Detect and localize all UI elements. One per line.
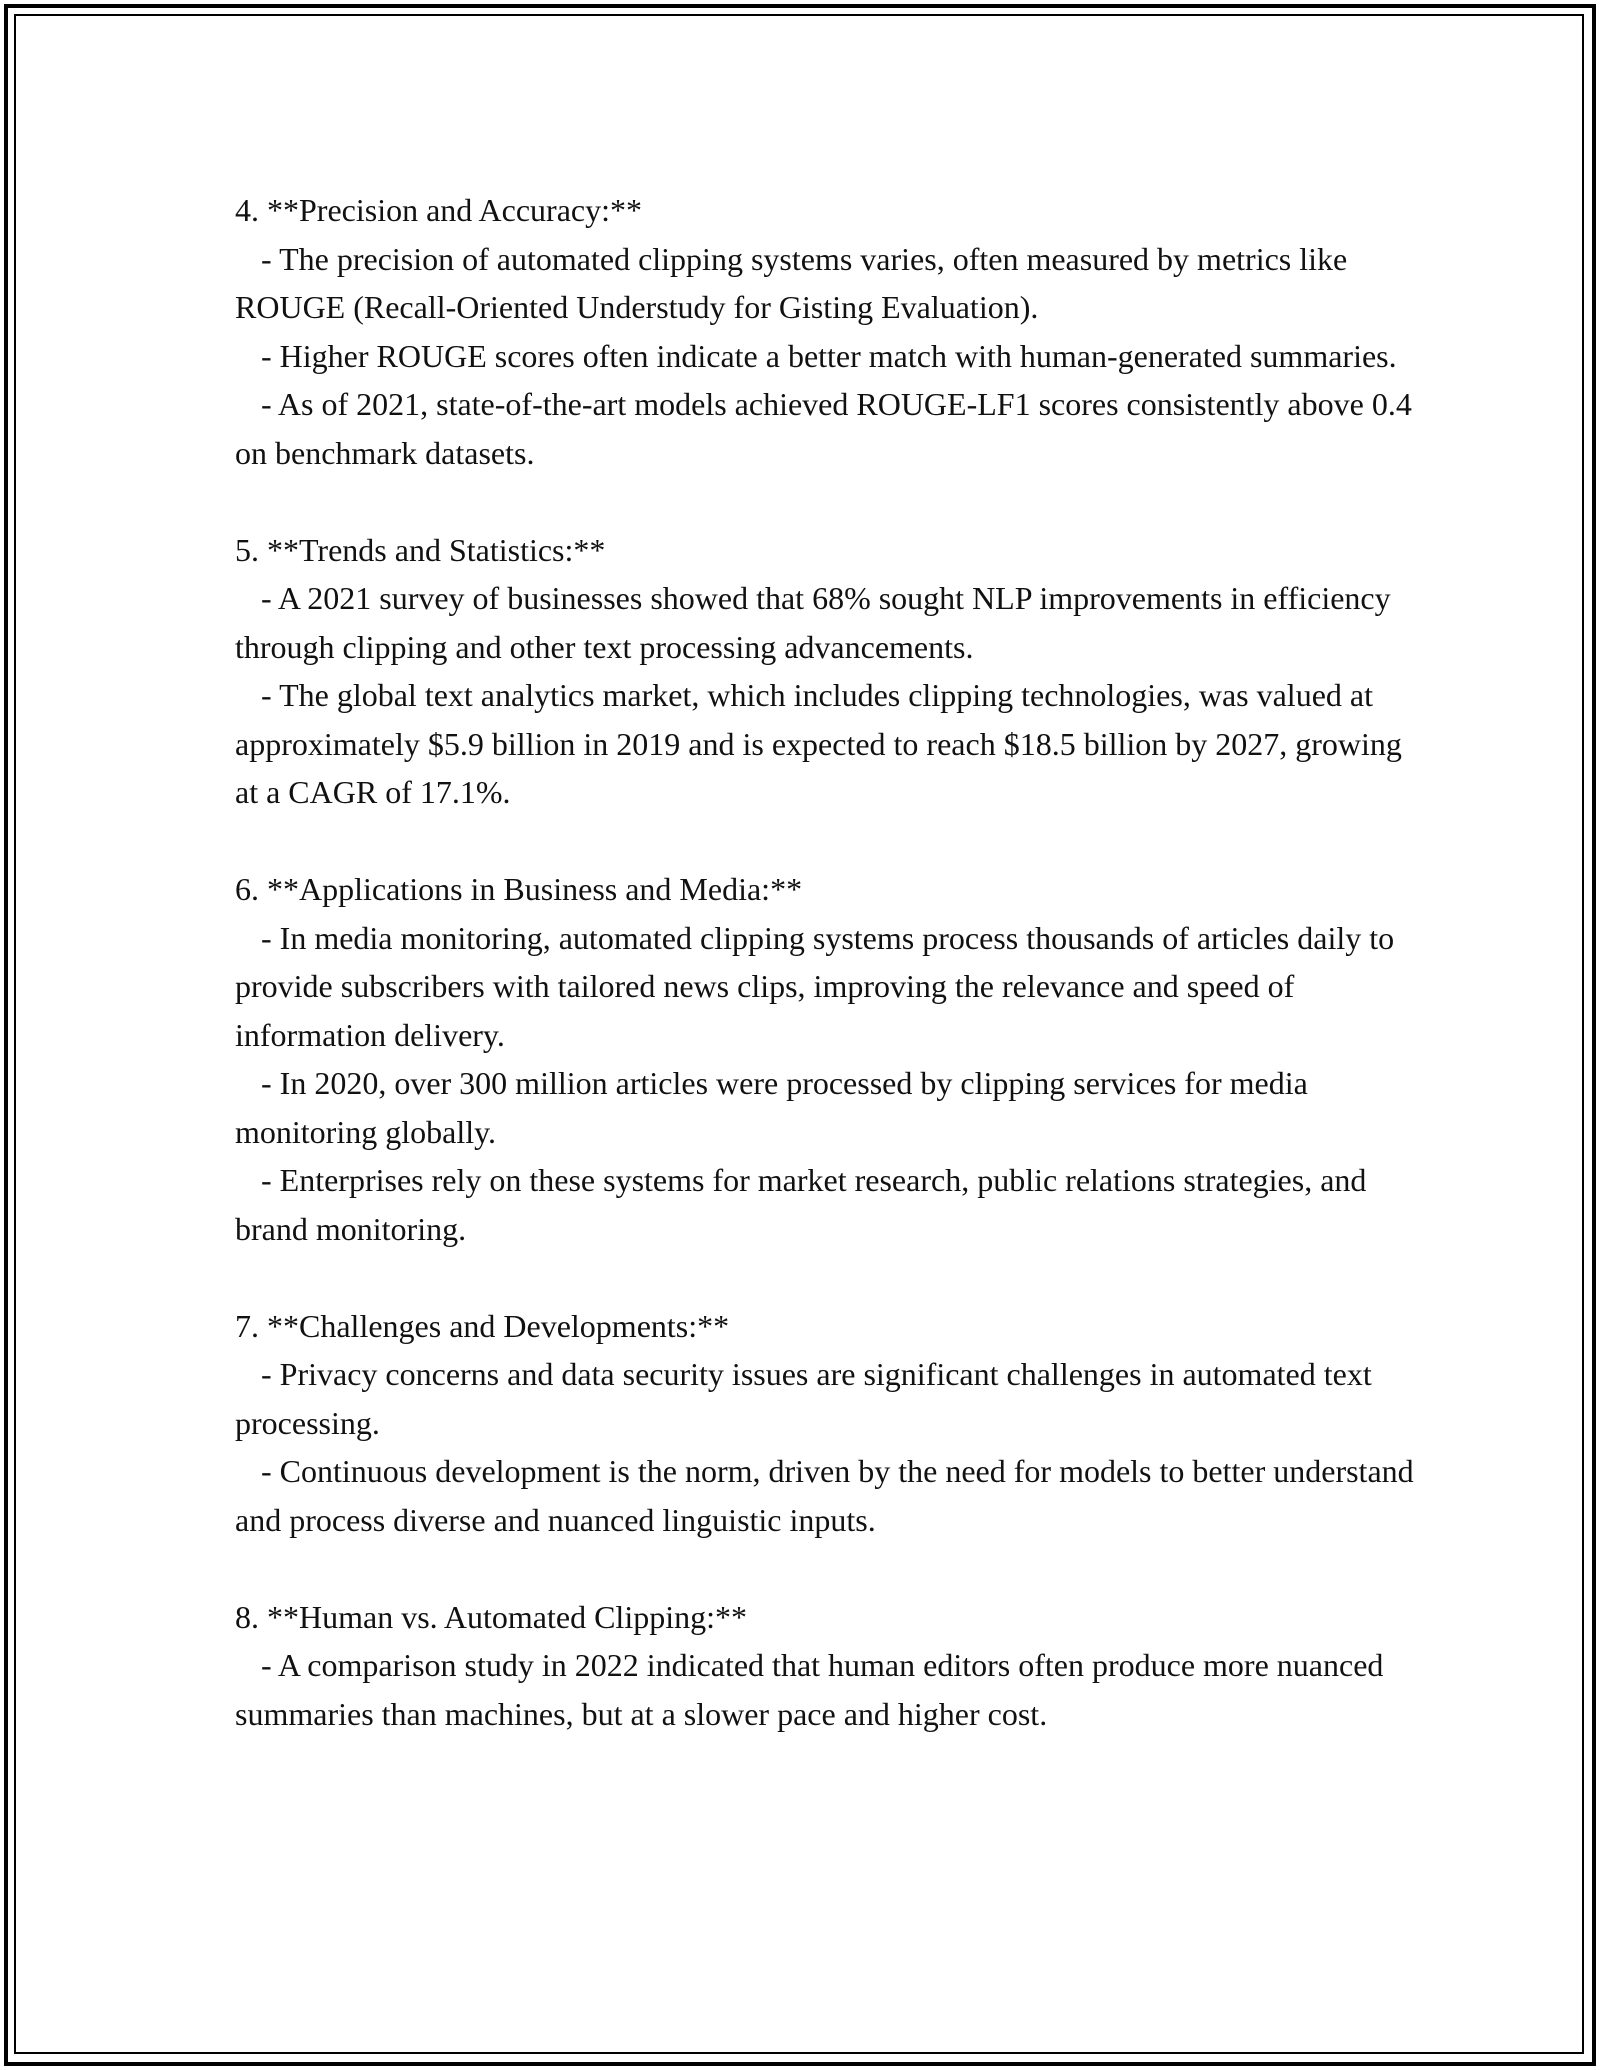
- list-item-text: Enterprises rely on these systems for market research, public relations strategies, and brand monitoring.: [235, 1162, 1367, 1247]
- section-challenges: [235, 1302, 1415, 1545]
- section-heading: 7. **Challenges and Developments:**: [235, 1307, 730, 1344]
- list-item: - The precision of automated clipping systems varies, often measured by metrics like ROUGE (Recall-Oriented Understudy for Gisting Evaluation).: [235, 240, 1348, 325]
- section-human-vs-automated: [235, 1593, 1415, 1739]
- section-trends-statistics: [235, 526, 1415, 817]
- list-item-text: In media monitoring, automated clipping systems process thousands of articles daily to provide subscribers with tailored news clips, improving the relevance and speed of information delivery.: [235, 919, 1395, 1053]
- section-heading: 4. **Precision and Accuracy:**: [235, 192, 642, 228]
- list-item: - Privacy concerns and data security issues are significant challenges in automated text processing.: [235, 1356, 1372, 1441]
- section-heading: 8. **Human vs. Automated Clipping:**: [235, 1598, 747, 1635]
- list-item: - A 2021 survey of businesses showed that 68% sought NLP improvements in efficiency through clipping and other text processing advancements.: [235, 580, 1391, 665]
- list-item-text: A comparison study in 2022 indicated that human editors often produce more nuanced summaries than machines, but at a slower pace and higher cost.: [235, 1647, 1384, 1732]
- list-item: - As of 2021, state-of-the-art models achieved ROUGE-LF1 scores consistently above 0.4 on benchmark datasets.: [235, 386, 1412, 471]
- list-item: - Higher ROUGE scores often indicate a better match with human-generated summaries.: [261, 337, 1397, 374]
- list-item: - A comparison study in 2022 indicated that human editors often produce more nuanced summaries than machines, but at a slower pace and higher cost.: [235, 1647, 1384, 1732]
- list-item: - Enterprises rely on these systems for market research, public relations strategies, and brand monitoring.: [235, 1162, 1367, 1247]
- document-body: [235, 186, 1415, 1787]
- list-item-text: Continuous development is the norm, driven by the need for models to better understand and process diverse and nuanced linguistic inputs.: [235, 1453, 1414, 1538]
- list-item: - Continuous development is the norm, driven by the need for models to better understand and process diverse and nuanced linguistic inputs.: [235, 1453, 1414, 1538]
- section-applications: [235, 865, 1415, 1253]
- list-item-text: The global text analytics market, which includes clipping technologies, was valued at approximately $5.9 billion in 2019 and is expected to reach $18.5 billion by 2027, growing at a CAGR of 17.1%.: [235, 677, 1402, 810]
- list-item: - The global text analytics market, which includes clipping technologies, was valued at approximately $5.9 billion in 2019 and is expected to reach $18.5 billion by 2027, growing at a CAGR of 17.1%.: [235, 677, 1402, 810]
- list-item-text: In 2020, over 300 million articles were processed by clipping services for media monitoring globally.: [235, 1065, 1308, 1150]
- list-item-text: The precision of automated clipping systems varies, often measured by metrics like ROUGE (Recall-Oriented Understudy for Gisting Evaluation).: [235, 240, 1348, 325]
- list-item: - In 2020, over 300 million articles were processed by clipping services for media monitoring globally.: [235, 1065, 1308, 1150]
- list-item-text: As of 2021, state-of-the-art models achieved ROUGE-LF1 scores consistently above 0.4 on benchmark datasets.: [235, 386, 1412, 471]
- list-item-text: Privacy concerns and data security issues are significant challenges in automated text processing.: [235, 1356, 1372, 1441]
- list-item: - In media monitoring, automated clipping systems process thousands of articles daily to provide subscribers with tailored news clips, improving the relevance and speed of information delivery.: [235, 919, 1395, 1053]
- section-heading: 6. **Applications in Business and Media:**: [235, 871, 803, 907]
- list-item-text: Higher ROUGE scores often indicate a better match with human-generated summaries.: [279, 337, 1397, 374]
- section-precision-accuracy: [235, 186, 1415, 477]
- section-heading: 5. **Trends and Statistics:**: [235, 531, 606, 568]
- list-item-text: A 2021 survey of businesses showed that 68% sought NLP improvements in efficiency through clipping and other text processing advancements.: [235, 580, 1391, 665]
